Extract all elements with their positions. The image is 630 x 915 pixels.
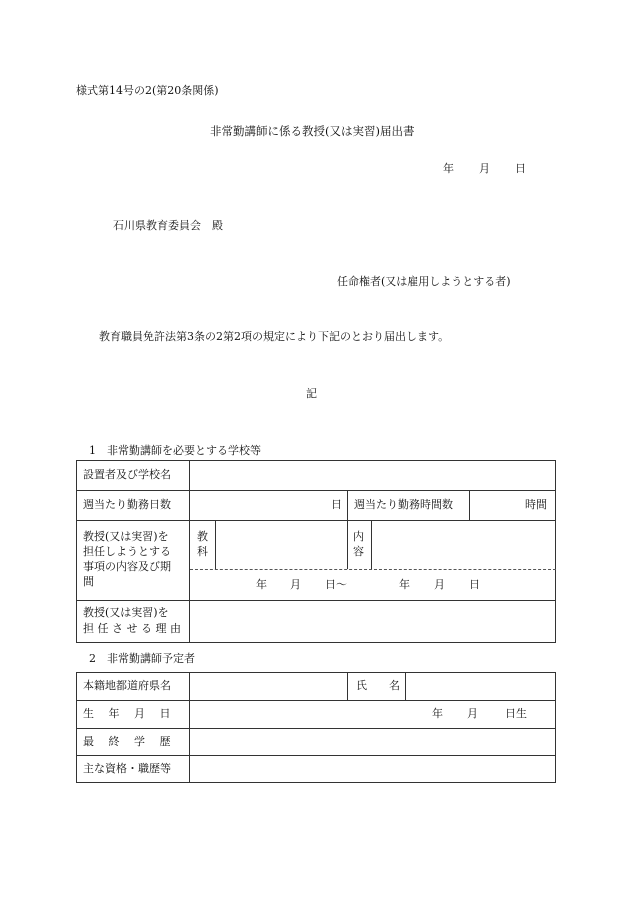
section1-heading: 1 非常勤講師を必要とする学校等 bbox=[89, 444, 261, 457]
period-start-year: 年 bbox=[256, 578, 267, 591]
submitter-label: 任命権者(又は雇用しようとする者) bbox=[337, 275, 511, 288]
education-label: 最 終 学 歴 bbox=[83, 735, 171, 748]
form-number: 様式第14号の2(第20条関係) bbox=[76, 84, 219, 97]
statement-text: 教育職員免許法第3条の2第2項の規定により下記のとおり届出します。 bbox=[99, 330, 450, 343]
date-year-label: 年 bbox=[443, 162, 454, 175]
period-start-month: 月 bbox=[290, 578, 301, 591]
date-day-label: 日 bbox=[515, 162, 526, 175]
ki-heading: 記 bbox=[306, 387, 317, 400]
date-month-label: 月 bbox=[479, 162, 490, 175]
weekly-hours-label: 週当たり勤務時間数 bbox=[354, 498, 453, 511]
period-end-day: 日 bbox=[469, 578, 480, 591]
days-unit: 日 bbox=[331, 498, 342, 511]
subject-label-top: 教 bbox=[197, 530, 208, 543]
reason-label-line1: 教授(又は実習)を bbox=[83, 606, 169, 619]
birth-year-label: 年 bbox=[432, 707, 443, 720]
school-name-label: 設置者及び学校名 bbox=[83, 468, 171, 481]
period-start-day: 日〜 bbox=[325, 578, 347, 591]
hours-unit: 時間 bbox=[525, 498, 547, 511]
birth-day-label: 日生 bbox=[505, 707, 527, 720]
reason-label-line2: 担 任 さ せ る 理 由 bbox=[83, 622, 181, 635]
subject-row-label-line2: 担任しようとする bbox=[83, 545, 171, 558]
qualification-label: 主な資格・職歴等 bbox=[83, 762, 171, 775]
subject-row-label-line3: 事項の内容及び期 bbox=[83, 560, 171, 573]
birth-month-label: 月 bbox=[467, 707, 478, 720]
content-label-bottom: 容 bbox=[353, 545, 364, 558]
section2-heading: 2 非常勤講師予定者 bbox=[89, 652, 195, 665]
subject-row-label-line4: 間 bbox=[83, 575, 94, 588]
birth-date-label: 生 年 月 日 bbox=[83, 707, 171, 720]
document-title: 非常勤講師に係る教授(又は実習)届出書 bbox=[210, 124, 415, 138]
name-label: 氏 名 bbox=[356, 679, 400, 692]
period-end-year: 年 bbox=[399, 578, 410, 591]
addressee: 石川県教育委員会 殿 bbox=[113, 219, 223, 232]
content-label-top: 内 bbox=[353, 530, 364, 543]
domicile-label: 本籍地都道府県名 bbox=[83, 679, 171, 692]
subject-row-label-line1: 教授(又は実習)を bbox=[83, 530, 169, 543]
period-end-month: 月 bbox=[434, 578, 445, 591]
subject-label-bottom: 科 bbox=[197, 545, 208, 558]
weekly-days-label: 週当たり勤務日数 bbox=[83, 498, 171, 511]
